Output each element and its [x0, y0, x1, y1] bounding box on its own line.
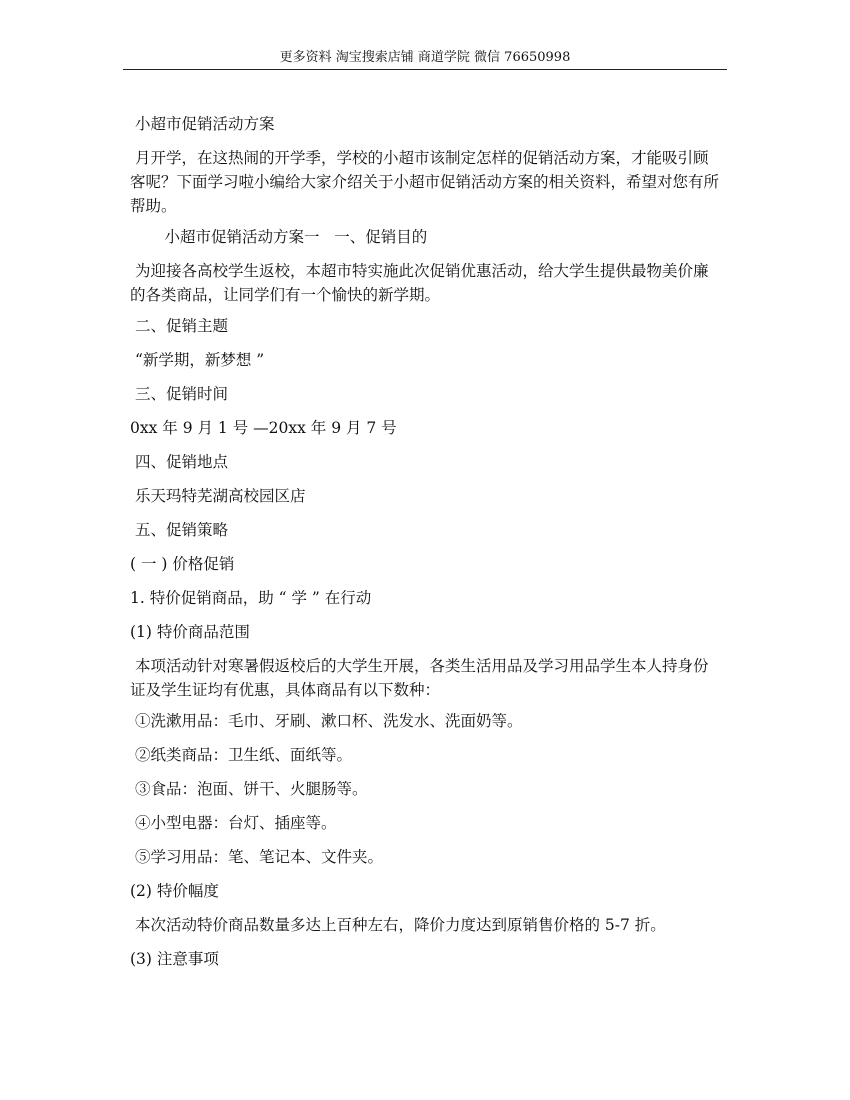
header-divider	[123, 69, 727, 70]
section-heading: 五、促销策略	[130, 521, 228, 539]
paragraph: “新学期，新梦想 ”	[130, 351, 265, 369]
list-item: ④小型电器：台灯、插座等。	[130, 814, 337, 832]
sub-heading: 1. 特价促销商品，助 “ 学 ” 在行动	[130, 589, 372, 607]
sub-heading: (2) 特价幅度	[130, 882, 219, 900]
section-heading: 二、促销主题	[130, 317, 228, 335]
sub-heading: (3) 注意事项	[130, 950, 219, 968]
section-heading: 四、促销地点	[130, 453, 228, 471]
list-item: ③食品：泡面、饼干、火腿肠等。	[130, 780, 368, 798]
section-heading: 小超市促销活动方案一 一、促销目的	[130, 228, 428, 246]
paragraph: 为迎接各高校学生返校，本超市特实施此次促销优惠活动，给大学生提供最物美价廉的各类商品，让同学们有一个愉快的新学期。	[130, 262, 709, 304]
list-item: ①洗漱用品：毛巾、牙刷、漱口杯、洗发水、洗面奶等。	[130, 712, 523, 730]
intro-paragraph: 月开学，在这热闹的开学季，学校的小超市该制定怎样的促销活动方案，才能吸引顾客呢？下面学习啦小编给大家介绍关于小超市促销活动方案的相关资料，希望对您有所帮助。	[130, 149, 720, 215]
doc-title: 小超市促销活动方案	[130, 115, 275, 133]
section-heading: 三、促销时间	[130, 385, 228, 403]
paragraph: 本项活动针对寒暑假返校后的大学生开展，各类生活用品及学习用品学生本人持身份证及学生证均有优惠，具体商品有以下数种：	[130, 657, 709, 699]
sub-heading: (1) 特价商品范围	[130, 623, 250, 641]
sub-heading: ( 一 ) 价格促销	[130, 555, 235, 573]
list-item: ⑤学习用品：笔、笔记本、文件夹。	[130, 848, 383, 866]
paragraph: 本次活动特价商品数量多达上百种左右，降价力度达到原销售价格的 5-7 折。	[130, 916, 666, 934]
paragraph: 乐天玛特芜湖高校园区店	[130, 487, 306, 505]
paragraph: 0xx 年 9 月 1 号 —20xx 年 9 月 7 号	[130, 419, 397, 437]
list-item: ②纸类商品：卫生纸、面纸等。	[130, 746, 352, 764]
page-header: 更多资料 淘宝搜索店铺 商道学院 微信 76650998	[279, 50, 571, 65]
